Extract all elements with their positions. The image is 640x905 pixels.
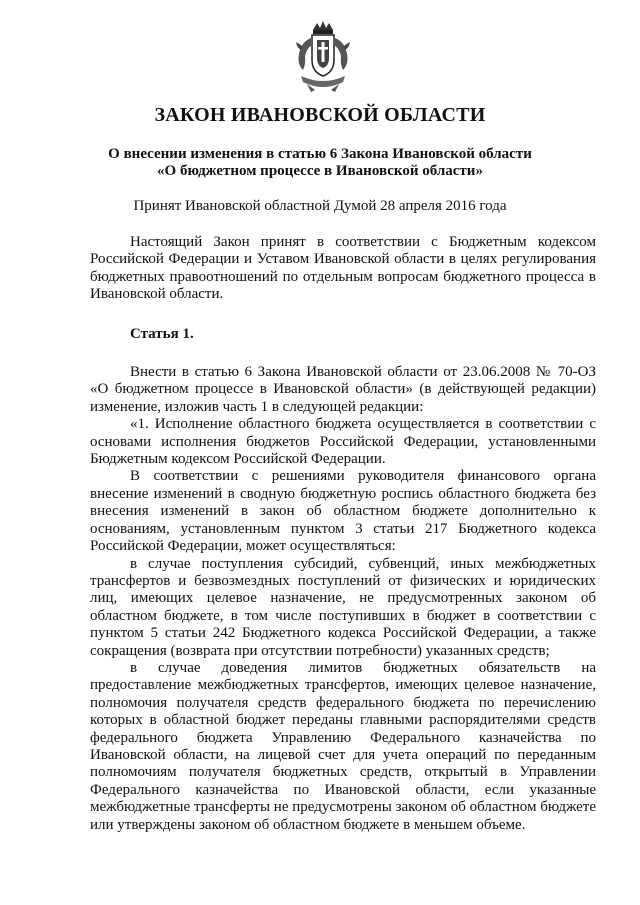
- intro-paragraph: Настоящий Закон принят в соответствии с Бюджетным кодексом Российской Федерации и Уставом Ивановской области в целях регулирования бюджетных правоотношений по отдельным вопросам бюджетного процесса в Ивановской области.: [90, 234, 596, 303]
- paragraph-part-1: «1. Исполнение областного бюджета осуществляется в соответствии с основами исполнения бюджетов Российской Федерации, установленными Бюджетным кодексом Российской Федерации.: [90, 416, 596, 468]
- document-subtitle: [0, 146, 640, 180]
- article-heading: Статья 1.: [130, 325, 194, 342]
- subtitle-line-1: О внесении изменения в статью 6 Закона Ивановской области: [108, 146, 532, 162]
- paragraph-limits: в случае доведения лимитов бюджетных обязательств на предоставление межбюджетных трансфертов, имеющих целевое назначение, полномочия получателя средств федерального бюджета по перечислению которых в областной бюджет переданы главными распорядителями средств федерального бюджета Управлению Федерального казначейства по Ивановской области, на лицевой счет для учета операций по переданным полномочиям получателя бюджетных средств, открытый в Управлении Федерального казначейства по Ивановской области, если указанные межбюджетные трансферты не предусмотрены законом об областном бюджете или утверждены законом об областном бюджете в меньшем объеме.: [90, 659, 596, 833]
- paragraph-decisions: В соответствии с решениями руководителя финансового органа внесение изменений в сводную бюджетную роспись областного бюджета без внесения изменений в закон об областном бюджете дополнительно к основаниям, установленным пунктом 3 статьи 217 Бюджетного кодекса Российской Федерации, может осуществляться:: [90, 468, 596, 555]
- document-body: [90, 234, 596, 834]
- coat-of-arms-emblem: [293, 20, 353, 96]
- subtitle-line-2: «О бюджетном процессе в Ивановской области»: [157, 163, 483, 179]
- adoption-note: Принят Ивановской областной Думой 28 апреля 2016 года: [133, 198, 507, 214]
- paragraph-amendment: Внести в статью 6 Закона Ивановской области от 23.06.2008 № 70-ОЗ «О бюджетном процессе в Ивановской области» (в действующей редакции) изменение, изложив часть 1 в следующей редакции:: [90, 364, 596, 415]
- paragraph-subsidies: в случае поступления субсидий, субвенций, иных межбюджетных трансфертов и безвозмездных поступлений от физических и юридических лиц, имеющих целевое назначение, не предусмотренных законом об областном бюджете, в том числе поступивших в бюджет в соответствии с пунктом 5 статьи 242 Бюджетного кодекса Российской Федерации, а также сокращения (возврата при отсутствии потребности) указанных средств;: [90, 555, 596, 659]
- document-title: ЗАКОН ИВАНОВСКОЙ ОБЛАСТИ: [154, 104, 486, 126]
